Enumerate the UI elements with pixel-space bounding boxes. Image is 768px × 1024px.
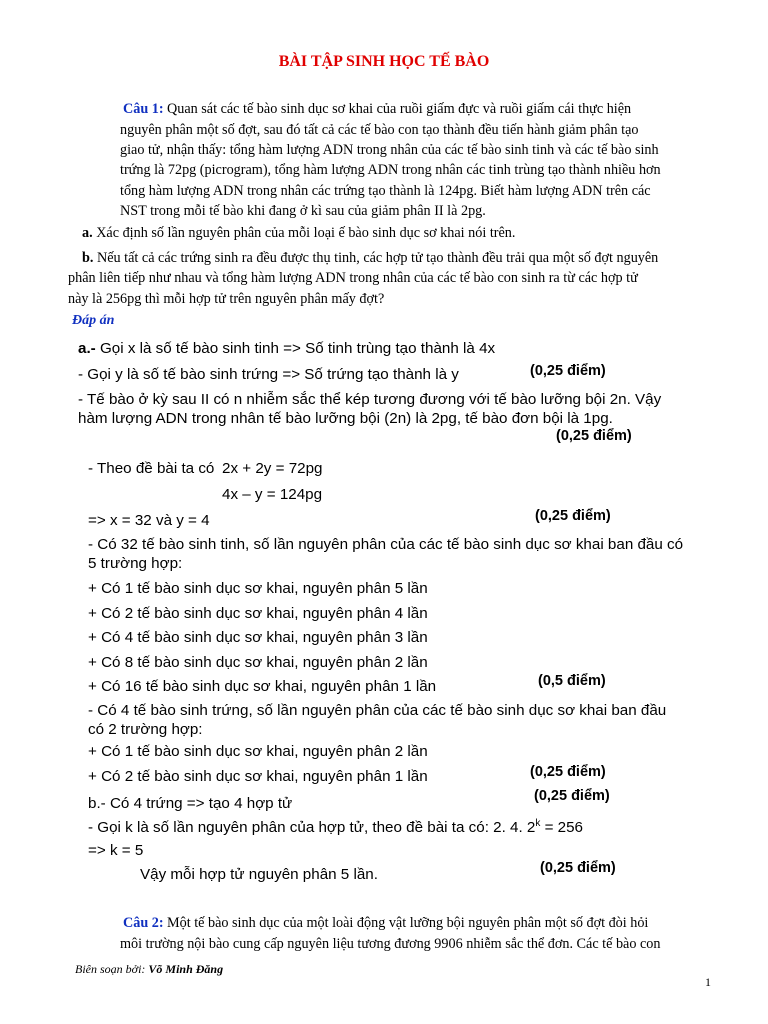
score-badge: (0,25 điểm) [535,508,611,524]
question-1-label: Câu 1: [123,101,164,117]
answer-b2 [88,818,583,836]
question-1-line: NST trong mỗi tế bào khi đang ở kì sau của giảm phân II là 2pg. [120,203,486,219]
score-badge: (0,25 điểm) [556,428,632,444]
question-1-line: tổng hàm lượng ADN trong nhân các trứng tạo thành là 124pg. Biết hàm lượng ADN trên các [120,183,651,199]
answer-a1 [78,340,495,357]
male-case: + Có 4 tế bào sinh dục sơ khai, nguyên phân 3 lần [88,629,428,646]
female-case: + Có 2 tế bào sinh dục sơ khai, nguyên phân 1 lần [88,768,428,785]
answer-a1-text: Gọi x là số tế bào sinh tinh => Số tinh trùng tạo thành là 4x [99,340,496,357]
question-1-line: giao tử, nhận thấy: tổng hàm lượng ADN trong nhân của các tế bào sinh tinh và các tế bào sinh [120,142,659,158]
answer-b2-tail: = 256 [540,819,584,837]
score-badge: (0,25 điểm) [540,860,616,876]
answer-b4: Vậy mỗi hợp tử nguyên phân 5 lần. [140,866,378,883]
male-case: + Có 2 tế bào sinh dục sơ khai, nguyên phân 4 lần [88,605,428,622]
question-1-line: nguyên phân một số đợt, sau đó tất cả các tế bào con tạo thành đều tiến hành giảm phân tạo [120,122,639,138]
score-badge: (0,25 điểm) [530,363,606,379]
score-badge: (0,25 điểm) [534,788,610,804]
solution: => x = 32 và y = 4 [88,512,210,529]
male-intro-line: - Có 32 tế bào sinh tinh, số lần nguyên phân của các tế bào sinh dục sơ khai ban đầu có [88,536,684,553]
answer-b3: => k = 5 [88,842,144,859]
question-1a [82,223,515,243]
male-intro-line: 5 trường hợp: [88,555,183,572]
question-2-line: Một tế bào sinh dục của một loài động vật lưỡng bội nguyên phân một số đợt đòi hỏi [167,915,649,931]
answer-a2: - Gọi y là số tế bào sinh trứng => Số trứng tạo thành là y [78,366,459,383]
equation-intro: - Theo đề bài ta có [88,460,215,477]
footer-author-name: Võ Minh Đăng [148,962,224,976]
answer-heading: Đáp án [72,313,115,328]
equation-2: 4x – y = 124pg [222,486,323,503]
question-1b [82,248,658,268]
male-case: + Có 1 tế bào sinh dục sơ khai, nguyên phân 5 lần [88,580,428,597]
question-1b-line: phân liên tiếp như nhau và tổng hàm lượng ADN trong nhân của các tế bào con sinh ra từ các hợp tử [68,270,638,286]
footer-author [75,962,223,977]
question-1a-text: Xác định số lần nguyên phân của mỗi loại ế bào sinh dục sơ khai nói trên. [96,225,516,241]
equation-1: 2x + 2y = 72pg [222,460,323,477]
female-intro-line: có 2 trường hợp: [88,721,203,738]
score-badge: (0,25 điểm) [530,764,606,780]
question-1b-label: b. [82,250,94,266]
answer-b2-text: - Gọi k là số lần nguyên phân của hợp tử, theo đề bài ta có: 2. 4. 2 [88,819,536,837]
female-case: + Có 1 tế bào sinh dục sơ khai, nguyên phân 2 lần [88,743,428,760]
answer-a3-line: - Tế bào ở kỳ sau II có n nhiễm sắc thể kép tương đương với tế bào lưỡng bội 2n. Vậy [78,391,662,408]
exponent: k [535,818,541,829]
question-2-line: môi trường nội bào cung cấp nguyên liệu tương đương 9906 nhiễm sắc thể đơn. Các tế bào con [120,936,661,952]
answer-a3-line: hàm lượng ADN trong nhân tế bào lưỡng bội (2n) là 2pg, tế bào đơn bội là 1pg. [78,410,613,427]
answer-a1-label: a.- [78,340,96,357]
question-1b-line: này là 256pg thì mỗi hợp tử trên nguyên phân mấy đợt? [68,291,385,307]
question-1-line: Quan sát các tế bào sinh dục sơ khai của ruồi giấm đực và ruồi giấm cái thực hiện [167,101,632,117]
question-1b-line: Nếu tất cả các trứng sinh ra đều được thụ tinh, các hợp tử tạo thành đều trải qua một số đợt nguyên [96,250,659,266]
question-1-line: trứng là 72pg (picrogram), tổng hàm lượng ADN trong nhân các tinh trùng tạo thành nhiều hơn [120,162,661,178]
male-case: + Có 16 tế bào sinh dục sơ khai, nguyên phân 1 lần [88,678,437,695]
footer-author-prefix: Biên soạn bởi: [75,962,149,976]
male-case: + Có 8 tế bào sinh dục sơ khai, nguyên phân 2 lần [88,654,428,671]
page-number: 1 [705,975,711,989]
question-1a-label: a. [82,225,93,241]
female-intro-line: - Có 4 tế bào sinh trứng, số lần nguyên phân của các tế bào sinh dục sơ khai ban đầu [88,702,667,719]
answer-b1: b.- Có 4 trứng => tạo 4 hợp tử [88,795,293,812]
page-title: BÀI TẬP SINH HỌC TẾ BÀO [278,53,490,70]
question-2-label: Câu 2: [123,915,164,931]
score-badge: (0,5 điểm) [538,673,606,689]
